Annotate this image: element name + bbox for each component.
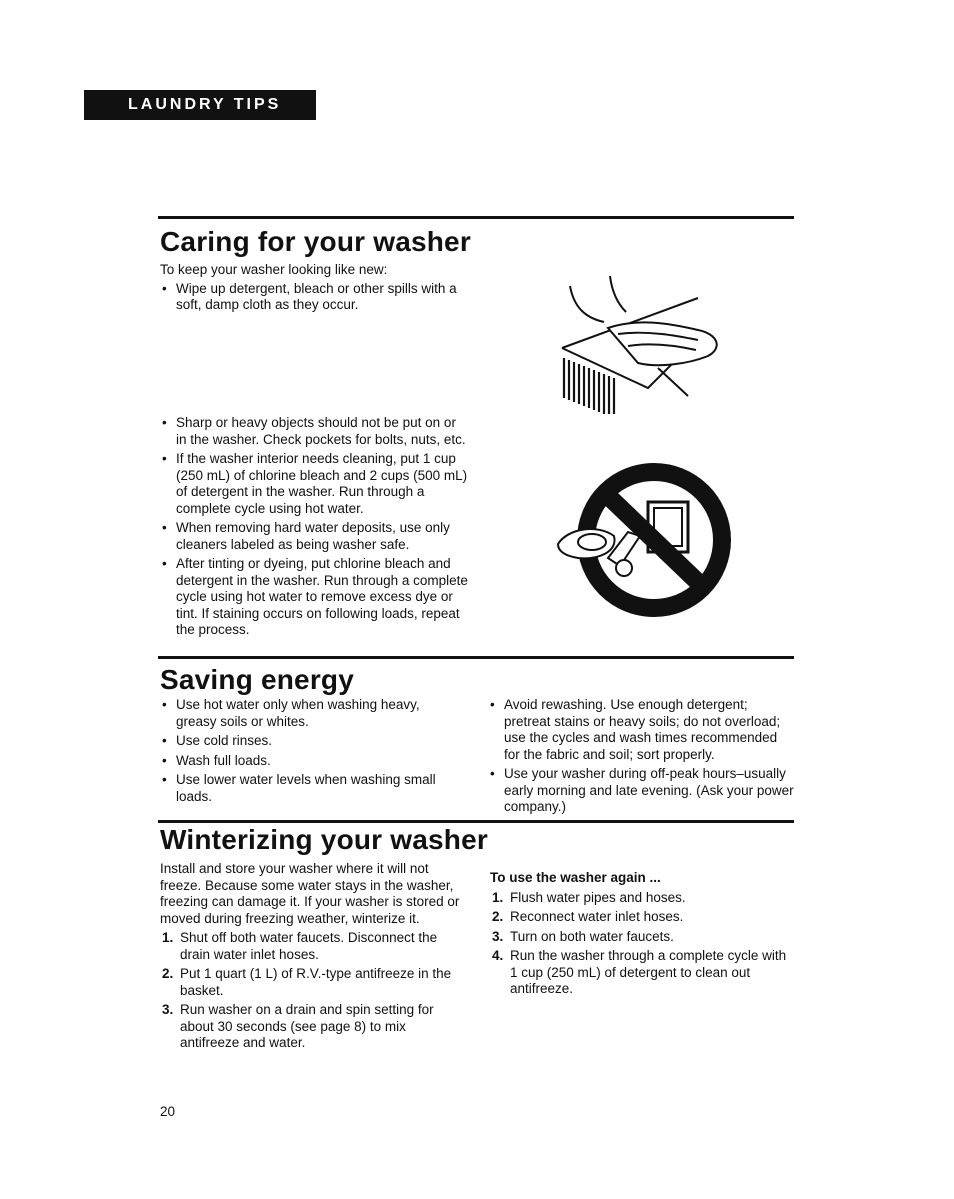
step-text: Shut off both water faucets. Disconnect the drain water inlet hoses. (180, 930, 438, 962)
saving-right-column (488, 697, 794, 819)
list-item: • Wash full loads. (160, 753, 460, 770)
step-number: 1. (162, 930, 174, 945)
step-number: 1. (492, 889, 504, 905)
step-number: 4. (492, 948, 504, 963)
list-item (490, 890, 794, 907)
list-item: • Use hot water only when washing heavy, greasy soils or whites. (160, 697, 460, 730)
section-divider (158, 656, 794, 659)
no-sharp-objects-icon (548, 462, 734, 618)
caring-text-top (160, 262, 470, 317)
step-text: Run the washer through a complete cycle with 1 cup (250 mL) of detergent to clean out antifreeze. (510, 948, 787, 996)
saving-left-column (160, 697, 460, 808)
list-item: • Use cold rinses. (160, 733, 460, 750)
list-item (160, 930, 468, 963)
step-number: 2. (162, 966, 174, 981)
list-item (490, 948, 794, 998)
caring-title: Caring for your washer (160, 226, 471, 257)
list-item (490, 929, 794, 946)
step-text: Run washer on a drain and spin setting for about 30 seconds (see page 8) to mix antifreeze and water. (180, 1002, 434, 1050)
wiping-washer-illustration (548, 268, 738, 418)
step-number: 3. (162, 1002, 174, 1017)
list-item (160, 966, 468, 999)
winter-right-column (490, 870, 794, 1001)
list-item: • Use your washer during off-peak hours–usually early morning and late evening. (Ask your power company.) (488, 766, 794, 816)
winter-intro: Install and store your washer where it will not freeze. Because some water stays in the washer, freezing can damage it. If your washer is stored or moved during freezing weather, winterize it. (160, 861, 460, 926)
caring-section (160, 226, 471, 258)
list-item (490, 909, 794, 926)
list-item: • Wipe up detergent, bleach or other spills with a soft, damp cloth as they occur. (160, 281, 470, 314)
saving-section (160, 664, 354, 696)
list-item: • Sharp or heavy objects should not be put on or in the washer. Check pockets for bolts, nuts, etc. (160, 415, 470, 448)
again-heading: To use the washer again ... (490, 870, 661, 885)
page-number: 20 (160, 1104, 176, 1119)
list-item: • Use lower water levels when washing small loads. (160, 772, 460, 805)
caring-text-bottom (160, 415, 470, 642)
step-text: Put 1 quart (1 L) of R.V.-type antifreeze in the basket. (180, 966, 452, 998)
list-item (160, 1002, 468, 1052)
step-text: Flush water pipes and hoses. (510, 889, 686, 905)
list-item: • After tinting or dyeing, put chlorine bleach and detergent in the washer. Run through a complete cycle using hot water to remove excess dye or tint. If staining occurs on following loads, repeat the process. (160, 556, 470, 639)
caring-intro: To keep your washer looking like new: (160, 262, 388, 277)
step-text: Turn on both water faucets. (510, 928, 674, 944)
winter-left-column (160, 861, 468, 1055)
step-number: 3. (492, 928, 504, 944)
step-number: 2. (492, 909, 504, 924)
step-text: Reconnect water inlet hoses. (510, 909, 684, 924)
section-divider (158, 820, 794, 823)
section-divider (158, 216, 794, 219)
winter-section (160, 824, 488, 856)
list-item: • If the washer interior needs cleaning, put 1 cup (250 mL) of chlorine bleach and 2 cups (500 mL) of detergent in the washer. Run through a complete cycle using hot water. (160, 451, 470, 517)
list-item: • When removing hard water deposits, use only cleaners labeled as being washer safe. (160, 520, 470, 553)
section-banner (84, 90, 316, 120)
winter-title: Winterizing your washer (160, 824, 488, 855)
list-item: • Avoid rewashing. Use enough detergent; pretreat stains or heavy soils; do not overload; use the cycles and wash times recommended for the fabric and soil; sort properly. (488, 697, 794, 763)
saving-title: Saving energy (160, 664, 355, 695)
banner-label: LAUNDRY TIPS (128, 96, 282, 113)
